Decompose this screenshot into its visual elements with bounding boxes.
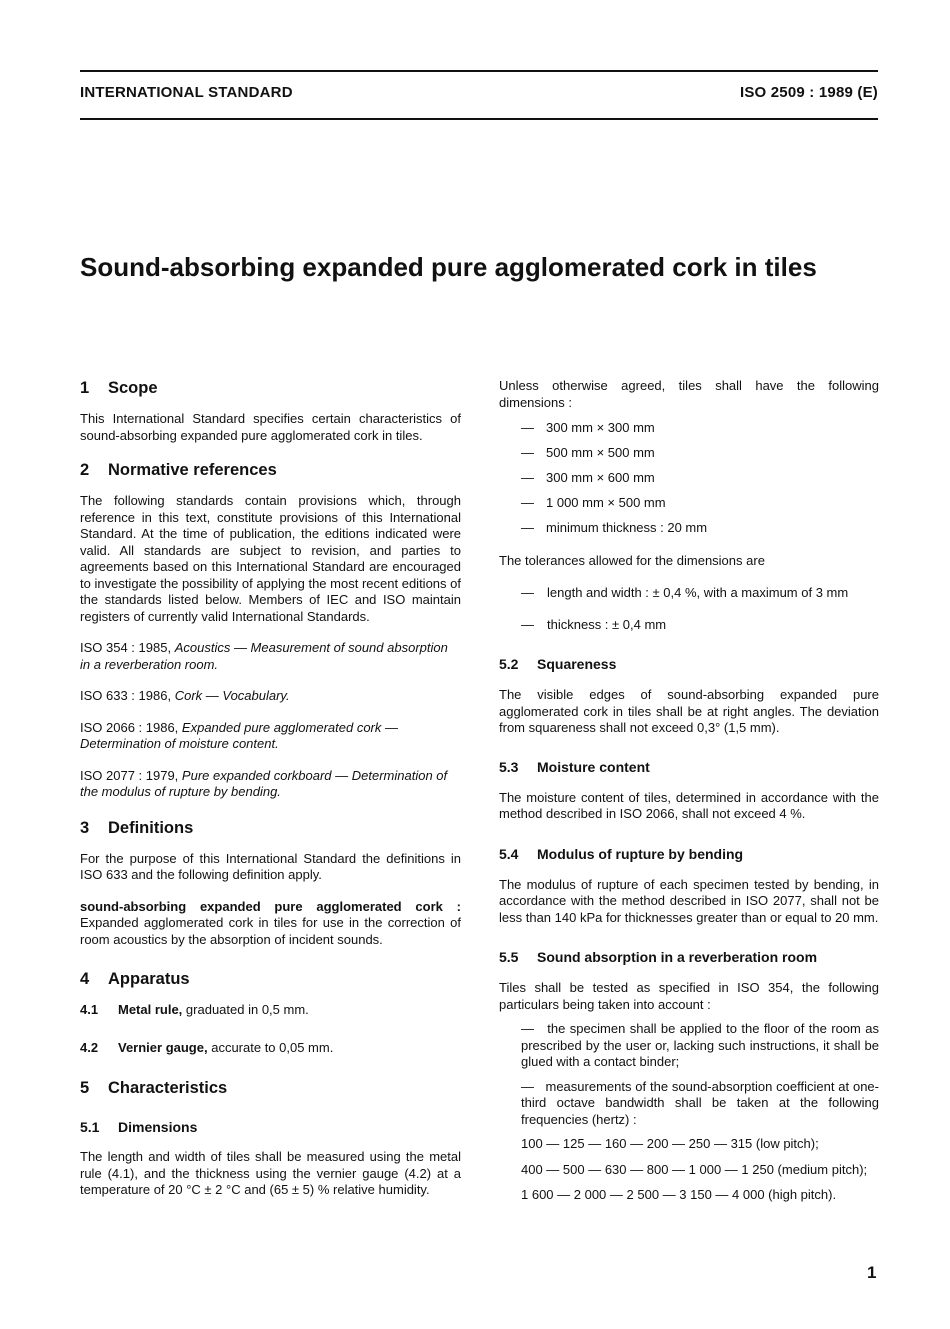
left-column	[80, 378, 461, 1199]
reference-item: ISO 2077 : 1979, Pure expanded corkboard — Determination of the modulus of rupture by bending.	[80, 767, 448, 799]
page-number: 1	[867, 1263, 877, 1282]
subsection-5-3-text: The moisture content of tiles, determined in accordance with the method described in ISO 2066, shall not exceed 4 %.	[499, 789, 879, 821]
subsection-5-4-text: The modulus of rupture of each specimen tested by bending, in accordance with the method described in ISO 2077, shall not be less than 140 kPa for thicknesses greater than or equal to 20 mm.	[499, 876, 879, 925]
reference-item: ISO 633 : 1986, Cork — Vocabulary.	[80, 688, 290, 703]
list-item: — the specimen shall be applied to the floor of the room as prescribed by the user or, lacking such instructions, it shall be glued with a contact binder;	[521, 1021, 880, 1069]
definition: sound-absorbing expanded pure agglomerated cork : Expanded agglomerated cork in tiles for use in the correction of room acoustics by the absorption of incident sounds.	[80, 898, 461, 947]
document-number: ISO 2509 : 1989 (E)	[739, 84, 878, 101]
list-item: — measurements of the sound-absorption coefficient at one-third octave bandwidth shall be taken at the following frequencies (hertz) :	[521, 1078, 879, 1127]
list-item: — thickness : ± 0,4 mm	[521, 616, 667, 632]
section-2-heading: 2 Normative references	[80, 461, 277, 479]
document-title: Sound-absorbing expanded pure agglomerated cork in tiles	[80, 252, 817, 282]
list-item: — length and width : ± 0,4 %, with a maximum of 3 mm	[521, 585, 849, 600]
clause-4-1: 4.1 Metal rule, graduated in 0,5 mm.	[80, 1002, 309, 1017]
header-top-rule	[80, 70, 878, 72]
subsection-5-1-text: The length and width of tiles shall be measured using the metal rule (4.1), and the thickness using the vernier gauge (4.2) at a temperature of 20 °C ± 2 °C and (65 ± 5) % relative humidity.	[80, 1149, 461, 1197]
subsection-5-3-heading: 5.3 Moisture content	[499, 758, 650, 775]
dimensions-intro: Unless otherwise agreed, tiles shall have the following dimensions :	[499, 378, 879, 410]
section-5-heading: 5 Characteristics	[80, 1079, 228, 1097]
list-item: — 1 000 mm × 500 mm	[521, 495, 666, 510]
reference-item: ISO 2066 : 1986, Expanded pure agglomerated cork — Determination of moisture content.	[80, 719, 398, 751]
defined-term: sound-absorbing expanded pure agglomerated cork	[80, 898, 443, 914]
list-item: — minimum thickness : 20 mm	[521, 520, 708, 535]
right-column	[499, 378, 879, 1204]
subsection-5-5-text: Tiles shall be tested as specified in ISO 354, the following particulars being taken into account :	[499, 980, 879, 1012]
section-2-text: The following standards contain provisions which, through reference in this text, constitute provisions of this International Standard. At the time of publication, the editions indicated were valid. All standards are subject to revision, and parties to agreements based on this International Standard are encouraged to investigate the possibility of applying the most recent editions of the standards listed below. Members of IEC and ISO maintain registers of currently valid International Standards.	[80, 493, 461, 624]
list-item: — 300 mm × 600 mm	[521, 470, 655, 485]
section-1-text: This International Standard specifies certain characteristics of sound-absorbing expanded pure agglomerated cork in tiles.	[80, 411, 461, 443]
reference-item: ISO 354 : 1985, Acoustics — Measurement of sound absorption in a reverberation room.	[80, 640, 448, 672]
subsection-5-1-heading: 5.1 Dimensions	[80, 1119, 198, 1135]
subsection-5-2-heading: 5.2 Squareness	[499, 656, 617, 672]
clause-4-2: 4.2 Vernier gauge, accurate to 0,05 mm.	[80, 1039, 334, 1055]
header-bottom-rule	[80, 118, 878, 120]
subsection-5-4-heading: 5.4 Modulus of rupture by bending	[499, 845, 744, 862]
frequency-line: 1 600 — 2 000 — 2 500 — 3 150 — 4 000 (high pitch).	[521, 1187, 837, 1202]
subsection-5-5-heading: 5.5 Sound absorption in a reverberation room	[499, 949, 818, 965]
tolerances-list	[499, 585, 879, 633]
section-1-heading: 1 Scope	[80, 379, 158, 397]
frequency-line: 100 — 125 — 160 — 200 — 250 — 315 (low pitch);	[521, 1136, 819, 1151]
definition-text: Expanded agglomerated cork in tiles for use in the correction of room acoustics by the absorption of incident sounds.	[80, 915, 461, 947]
section-4-heading: 4 Apparatus	[80, 970, 190, 988]
document-type-label: INTERNATIONAL STANDARD	[80, 84, 293, 101]
frequency-line: 400 — 500 — 630 — 800 — 1 000 — 1 250 (medium pitch);	[521, 1161, 868, 1177]
list-item: — 300 mm × 300 mm	[521, 420, 655, 435]
section-3-text: For the purpose of this International Standard the definitions in ISO 633 and the following definition apply.	[80, 850, 461, 882]
subsection-5-2-text: The visible edges of sound-absorbing expanded pure agglomerated cork in tiles shall be at right angles. The deviation from squareness shall not exceed 0,3° (1,5 mm).	[499, 687, 879, 735]
list-item: — 500 mm × 500 mm	[521, 445, 655, 460]
section-3-heading: 3 Definitions	[80, 818, 194, 837]
tolerances-intro: The tolerances allowed for the dimensions are	[499, 552, 765, 568]
dimensions-list	[499, 420, 879, 537]
